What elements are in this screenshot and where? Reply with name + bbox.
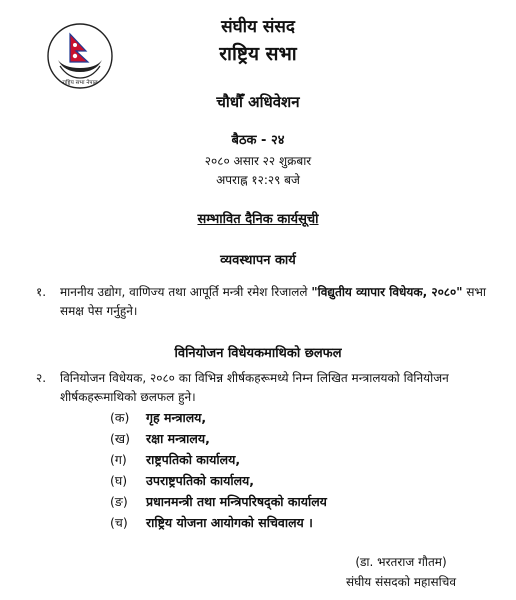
parliament-name: संघीय संसद <box>221 17 295 37</box>
item-text <box>60 283 496 321</box>
meeting-date: २०८० असार २२ शुक्रबार <box>204 154 312 168</box>
list-label: (घ) <box>110 473 128 488</box>
appropriation-heading: विनियोजन विधेयकमाथिको छलफल <box>174 346 342 361</box>
list-item <box>110 430 327 451</box>
list-item <box>110 451 327 472</box>
list-item <box>110 514 327 535</box>
house-name: राष्ट्रिय सभा <box>219 43 297 65</box>
meeting-number: बैठक - २४ <box>231 133 285 148</box>
agenda-item-2 <box>36 369 496 407</box>
bill-name: "विद्युतीय व्यापार विधेयक, २०८०" <box>311 285 463 299</box>
agenda-item-1 <box>36 283 496 321</box>
ministry-name: उपराष्ट्रपतिको कार्यालय, <box>146 473 255 488</box>
list-label: (क) <box>110 410 130 425</box>
ministry-name: गृह मन्त्रालय, <box>146 410 207 425</box>
list-item <box>110 409 327 430</box>
item-text: विनियोजन विधेयक, २०८० का विभिन्न शीर्षकहरूमध्ये निम्न लिखित मन्त्रालयको विनियोजन शीर्षकहरूमाथिको छलफल हुने। <box>60 371 449 404</box>
item-text-suffix: सभा समक्ष पेस गर्नुहुने। <box>60 285 487 318</box>
item-number: १. <box>36 285 47 299</box>
ministry-name: राष्ट्रिय योजना आयोगको सचिवालय । <box>146 515 313 530</box>
session-title: चौधौँ अधिवेशन <box>216 93 300 111</box>
list-label: (च) <box>110 515 128 530</box>
list-item <box>110 472 327 493</box>
ministry-list <box>110 409 327 535</box>
list-item <box>110 493 327 514</box>
signatory-name: (डा. भरतराज गौतम) <box>355 555 447 569</box>
logo-text: राष्ट्रिय सभा नेपाल <box>62 80 98 86</box>
list-label: (ग) <box>110 452 127 467</box>
item-text-prefix: माननीय उद्योग, वाणिज्य तथा आपूर्ति मन्त्री रमेश रिजालले <box>60 285 312 299</box>
agenda-title: सम्भावित दैनिक कार्यसूची <box>197 212 319 227</box>
signatory-title: संघीय संसदको महासचिव <box>346 575 456 589</box>
ministry-name: राष्ट्रपतिको कार्यालय, <box>146 452 241 467</box>
item-number: २. <box>36 371 47 385</box>
list-label: (ख) <box>110 431 130 446</box>
ministry-name: प्रधानमन्त्री तथा मन्त्रिपरिषद्को कार्यालय <box>146 494 327 509</box>
legislation-heading: व्यवस्थापन कार्य <box>220 253 296 268</box>
meeting-time: अपराह्न १२:२९ बजे <box>216 173 300 187</box>
list-label: (ङ) <box>110 494 128 509</box>
ministry-name: रक्षा मन्त्रालय, <box>146 431 210 446</box>
